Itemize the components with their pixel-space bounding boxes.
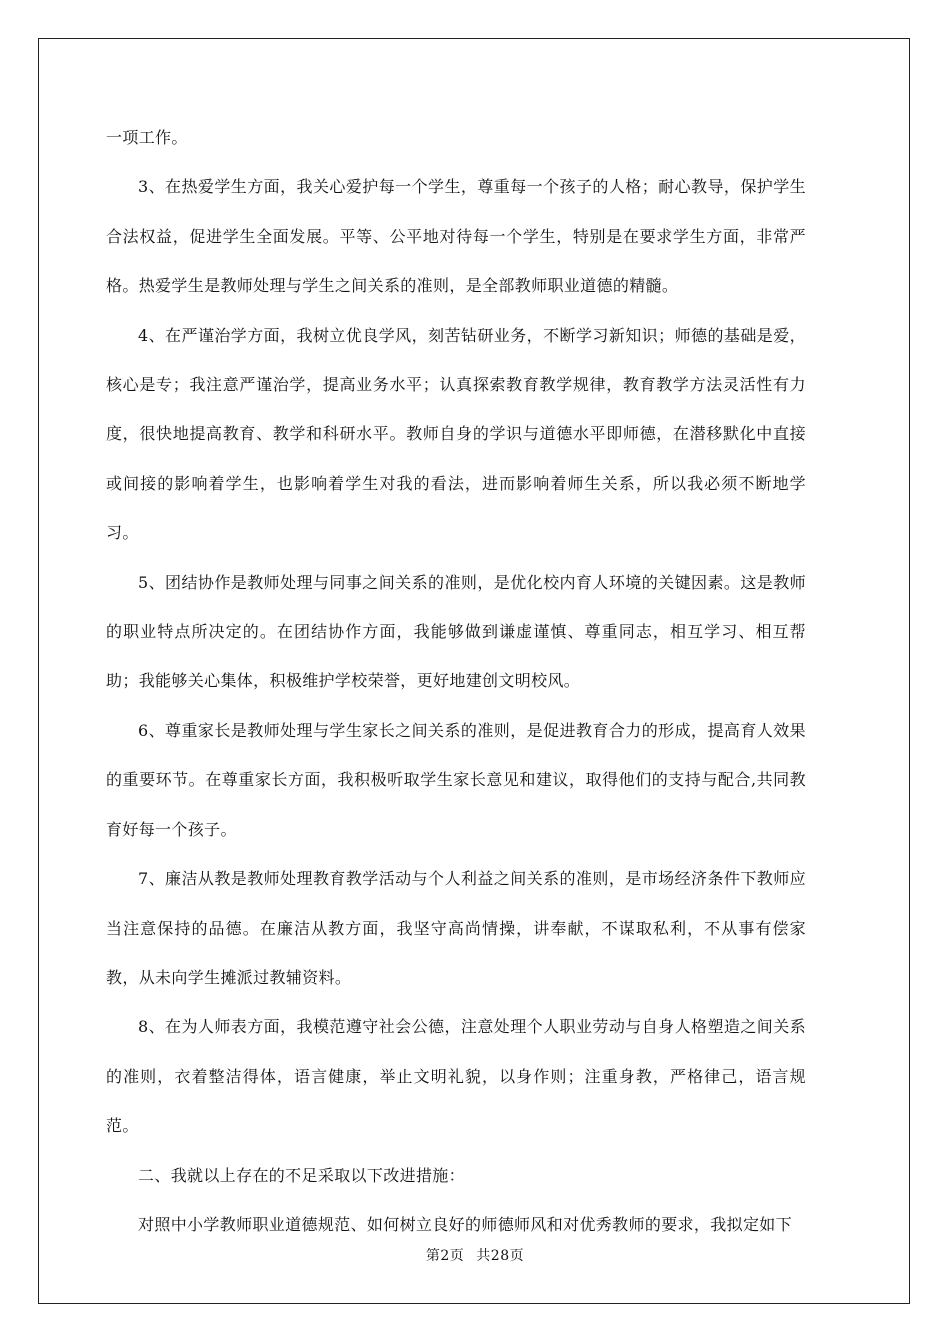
page-footer <box>0 1245 950 1265</box>
paragraph-4-rigorous-scholarship: 4、在严谨治学方面，我树立优良学风，刻苦钻研业务，不断学习新知识；师德的基础是爱，核心是专；我注意严谨治学，提高业务水平；认真探索教育教学规律，教育教学方法灵活性有力度，很快地提高教育、教学和科研水平。教师自身的学识与道德水平即师德，在潜移默化中直接或间接的影响着学生，也影响着学生对我的看法，进而影响着师生关系，所以我必须不断地学习。 <box>106 325 806 543</box>
paragraph-5-teamwork: 5、团结协作是教师处理与同事之间关系的准则，是优化校内育人环境的关键因素。这是教师的职业特点所决定的。在团结协作方面，我能够做到谦虚谨慎、尊重同志，相互学习、相互帮助；我能够关心集体，积极维护学校荣誉，更好地建创文明校风。 <box>106 572 806 691</box>
paragraph-improvement-intro: 对照中小学教师职业道德规范、如何树立良好的师德师风和对优秀教师的要求，我拟定如下 <box>138 1214 793 1234</box>
paragraph-8-role-model: 8、在为人师表方面，我模范遵守社会公德，注意处理个人职业劳动与自身人格塑造之间关系的准则，衣着整洁得体，语言健康，举止文明礼貌，以身作则；注重身教，严格律己，语言规范。 <box>106 1017 806 1136</box>
document-body <box>106 113 806 1249</box>
paragraph-3-caring-for-students: 3、在热爱学生方面，我关心爱护每一个学生，尊重每一个孩子的人格；耐心教导，保护学生合法权益，促进学生全面发展。平等、公平地对待每一个学生，特别是在要求学生方面，非常严格。热爱学生是教师处理与学生之间关系的准则，是全部教师职业道德的精髓。 <box>106 177 806 296</box>
page-number: 第2页 <box>425 1248 465 1264</box>
paragraph-6-respecting-parents: 6、尊重家长是教师处理与学生家长之间关系的准则，是促进教育合力的形成，提高育人效果的重要环节。在尊重家长方面，我积极听取学生家长意见和建议，取得他们的支持与配合,共同教育好每一个孩子。 <box>106 720 806 839</box>
paragraph-7-integrity: 7、廉洁从教是教师处理教育教学活动与个人利益之间关系的准则，是市场经济条件下教师应当注意保持的品德。在廉洁从教方面，我坚守高尚情操，讲奉献，不谋取私利，不从事有偿家教，从未向学生摊派过教辅资料。 <box>106 869 806 987</box>
page-total: 共28页 <box>476 1248 525 1264</box>
paragraph-continuation: 一项工作。 <box>106 128 188 147</box>
section-heading-improvements: 二、我就以上存在的不足采取以下改进措施： <box>138 1165 466 1185</box>
